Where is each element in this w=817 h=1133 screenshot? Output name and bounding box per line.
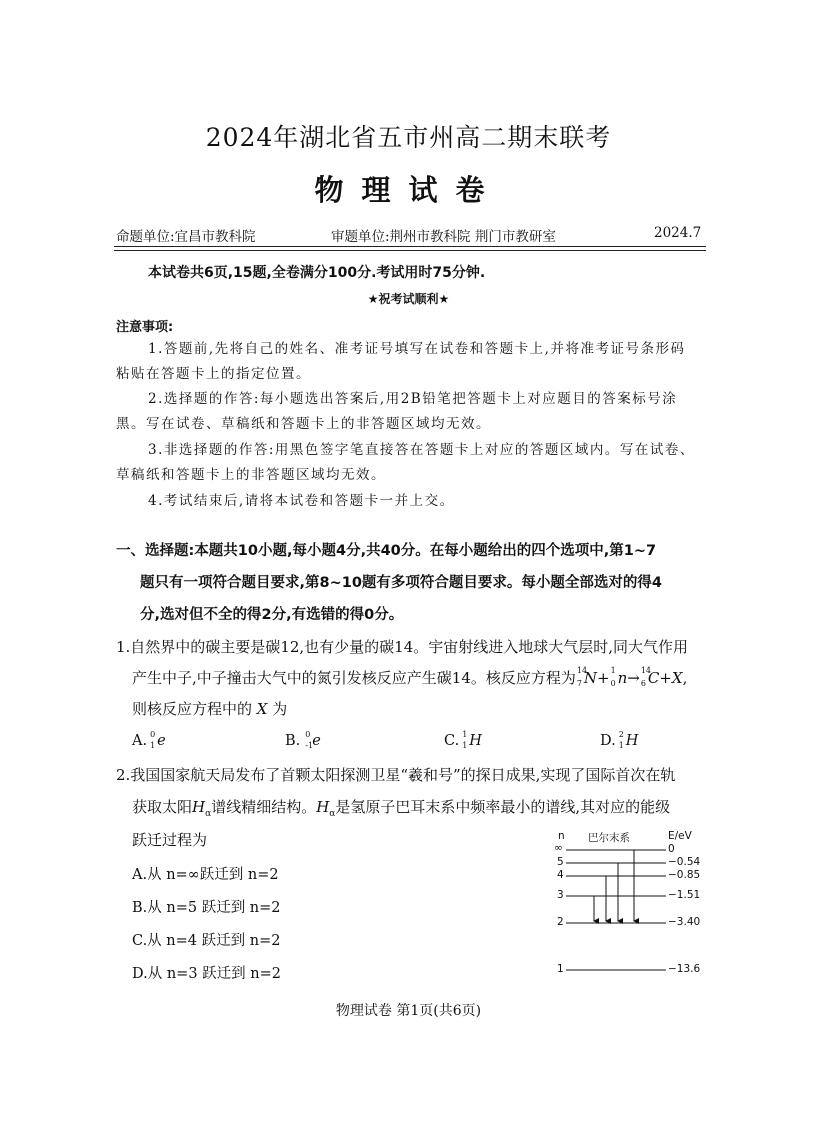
level-energy: 0 — [668, 843, 675, 855]
q1-option-d[interactable]: D. 2 1 H — [600, 730, 639, 750]
note-line: 3.非选择题的作答:用黑色签字笔直接答在答题卡上对应的答题区域内。写在试卷、 — [148, 442, 695, 458]
q1-stem-cont — [132, 667, 687, 688]
level-n-label: 3 — [557, 889, 564, 901]
q1-option-c[interactable]: C. 1 1 H — [444, 730, 482, 750]
diagram-energy-label: E/eV — [668, 830, 692, 842]
q2-option-b[interactable]: B.从 n=5 跃迁到 n=2 — [132, 900, 281, 916]
section-heading-cont: 分,选对但不全的得2分,有选错的得0分。 — [140, 607, 404, 623]
level-n-label: 4 — [557, 869, 564, 881]
note-line: 1.答题前,先将自己的姓名、准考证号填写在试卷和答题卡上,并将准考证号条形码 — [148, 341, 686, 357]
q1-stem-end: 则核反应方程中的 X 为 — [132, 700, 288, 718]
level-n-label: ∞ — [554, 842, 563, 854]
q1-option-a[interactable]: A. 0 1 e — [132, 730, 166, 750]
level-energy: −0.85 — [668, 869, 701, 881]
note-line: 草稿纸和答题卡上的非答题区域均无效。 — [116, 467, 386, 483]
level-energy: −3.40 — [668, 916, 701, 928]
exam-title: 2024年湖北省五市州高二期末联考 — [205, 123, 612, 152]
q1-stem-text: 产生中子,中子撞击大气中的氮引发核反应产生碳14。核反应方程为 — [132, 669, 576, 687]
exam-date: 2024.7 — [654, 225, 702, 241]
notes-heading: 注意事项: — [116, 320, 174, 335]
level-n-label: 1 — [557, 963, 564, 975]
level-energy: −1.51 — [668, 889, 701, 901]
q2-stem: 2.我国国家航天局发布了首颗太阳探测卫星“羲和号”的探日成果,实现了国际首次在轨 — [116, 766, 676, 784]
note-line: 2.选择题的作答:每小题选出答案后,用2B铅笔把答题卡上对应题目的答案标号涂 — [148, 391, 678, 407]
exam-info: 本试卷共6页,15题,全卷满分100分.考试用时75分钟. — [148, 265, 486, 281]
level-energy: −13.6 — [668, 963, 701, 975]
header-rule-thick — [114, 246, 706, 247]
note-line: 粘贴在答题卡上的指定位置。 — [116, 366, 311, 382]
q2-stem-cont: 获取太阳$H_\alpha$谱线精细结构。$H_\alpha$是氢原子巴耳末系中频率最小的谱线,其对应的能级 — [132, 798, 671, 819]
level-n-label: 5 — [557, 856, 564, 868]
q2-option-d[interactable]: D.从 n=3 跃迁到 n=2 — [132, 966, 281, 982]
reviewer: 审题单位:荆州市教科院 荆门市教研室 — [331, 229, 556, 245]
energy-level-diagram — [548, 828, 708, 978]
level-n-label: 2 — [557, 916, 564, 928]
diagram-n-label: n — [558, 830, 565, 842]
q2-option-c[interactable]: C.从 n=4 跃迁到 n=2 — [132, 933, 281, 949]
energy-level-lines — [548, 828, 708, 978]
section-heading: 一、选择题:本题共10小题,每小题4分,共40分。在每小题给出的四个选项中,第1~7 — [116, 543, 657, 559]
header-rule-thin — [114, 250, 706, 251]
nuclear-equation: 14 7 N+ 1 0 n→ 14 6 C+X, — [576, 666, 688, 688]
q2-stem-end: 跃迁过程为 — [132, 831, 208, 849]
q1-option-b[interactable]: B. 0 -1 e — [285, 730, 321, 750]
level-energy: −0.54 — [668, 856, 701, 868]
proposer: 命题单位:宜昌市教科院 — [116, 229, 256, 245]
subject-title: 物理试卷 — [314, 173, 503, 207]
good-luck-line: ★祝考试顺利★ — [367, 292, 450, 306]
q2-option-a[interactable]: A.从 n=∞跃迁到 n=2 — [132, 867, 279, 883]
note-line: 黑。写在试卷、草稿纸和答题卡上的非答题区域均无效。 — [116, 416, 491, 432]
note-line: 4.考试结束后,请将本试卷和答题卡一并上交。 — [148, 493, 455, 509]
section-heading-cont: 题只有一项符合题目要求,第8~10题有多项符合题目要求。每小题全部选对的得4 — [140, 575, 663, 591]
q1-stem: 1.自然界中的碳主要是碳12,也有少量的碳14。宇宙射线进入地球大气层时,同大气作用 — [116, 638, 689, 656]
page-footer: 物理试卷 第1页(共6页) — [335, 1003, 482, 1019]
diagram-series-label: 巴尔末系 — [588, 832, 630, 844]
